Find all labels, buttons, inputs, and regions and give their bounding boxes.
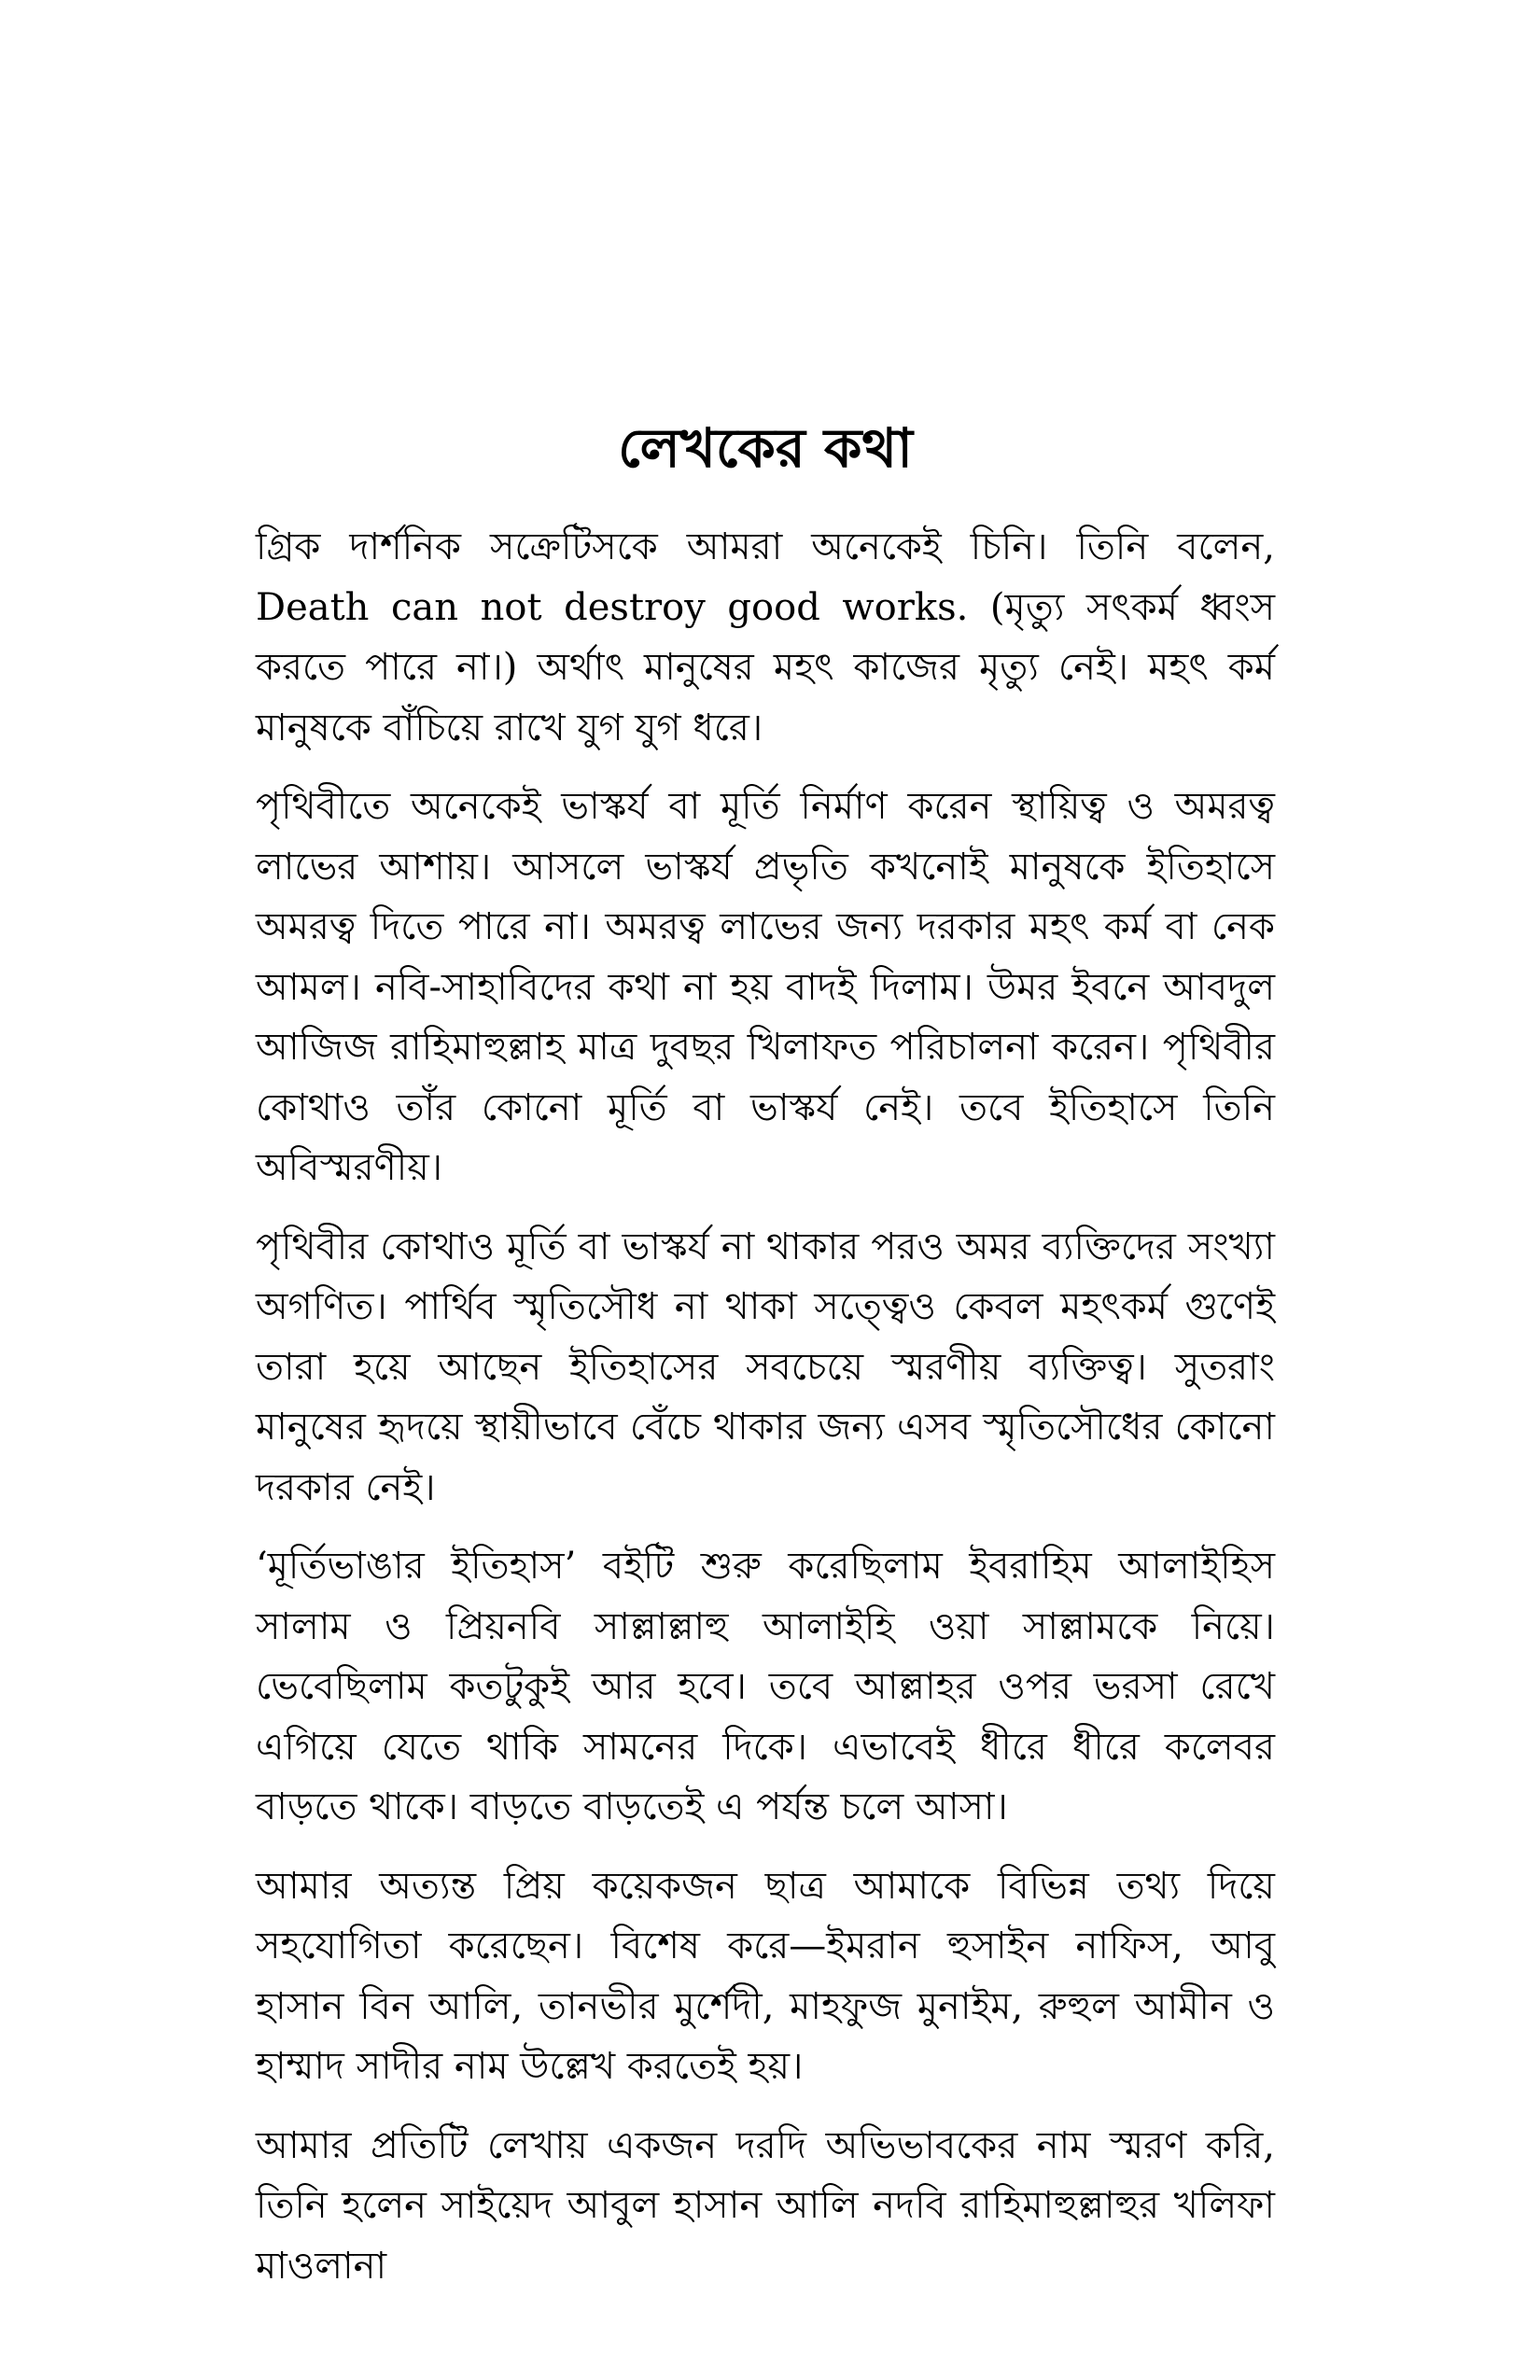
page-title: লেখকের কথা [618,416,913,480]
paragraph-5: আমার অত্যন্ত প্রিয় কয়েকজন ছাত্র আমাকে বিভিন্ন তথ্য দিয়ে সহযোগিতা করেছেন। বিশেষ করে—ইমরান হুসাইন নাফিস, আবু হাসান বিন আলি, তানভীর মুর্শেদী, মাহফুজ মুনাইম, রুহুল আমীন ও হাম্মাদ সাদীর নাম উল্লেখ করতেই হয়। [256,1864,1275,2088]
paragraph-6: আমার প্রতিটি লেখায় একজন দরদি অভিভাবকের নাম স্মরণ করি, তিনি হলেন সাইয়েদ আবুল হাসান আলি নদবি রাহিমাহুল্লাহুর খলিফা মাওলানা [256,2123,1275,2288]
paragraph-2: পৃথিবীতে অনেকেই ভাস্কর্য বা মূর্তি নির্মাণ করেন স্থায়িত্ব ও অমরত্ব লাভের আশায়। আসলে ভাস্কর্য প্রভৃতি কখনোই মানুষকে ইতিহাসে অমরত্ব দিতে পারে না। অমরত্ব লাভের জন্য দরকার মহৎ কর্ম বা নেক আমল। নবি-সাহাবিদের কথা না হয় বাদই দিলাম। উমর ইবনে আবদুল আজিজ রাহিমাহুল্লাহ মাত্র দুবছর খিলাফত পরিচালনা করেন। পৃথিবীর কোথাও তাঁর কোনো মূর্তি বা ভাস্কর্য নেই। তবে ইতিহাসে তিনি অবিস্মরণীয়। [256,785,1275,1189]
paragraph-3: পৃথিবীর কোথাও মূর্তি বা ভাস্কর্য না থাকার পরও অমর ব্যক্তিদের সংখ্যা অগণিত। পার্থিব স্মৃতিসৌধ না থাকা সত্ত্বেও কেবল মহৎকর্ম গুণেই তারা হয়ে আছেন ইতিহাসের সবচেয়ে স্মরণীয় ব্যক্তিত্ব। সুতরাং মানুষের হৃদয়ে স্থায়ীভাবে বেঁচে থাকার জন্য এসব স্মৃতিসৌধের কোনো দরকার নেই। [256,1225,1275,1509]
paragraph-1: গ্রিক দার্শনিক সক্রেটিসকে আমরা অনেকেই চিনি। তিনি বলেন, Death can not destroy good works. (মৃত্যু সৎকর্ম ধ্বংস করতে পারে না।) অর্থাৎ মানুষের মহৎ কাজের মৃত্যু নেই। মহৎ কর্ম মানুষকে বাঁচিয়ে রাখে যুগ যুগ ধরে। [256,525,1275,749]
paragraph-4: ‘মূর্তিভাঙার ইতিহাস’ বইটি শুরু করেছিলাম ইবরাহিম আলাইহিস সালাম ও প্রিয়নবি সাল্লাল্লাহু আলাইহি ওয়া সাল্লামকে নিয়ে। ভেবেছিলাম কতটুকুই আর হবে। তবে আল্লাহর ওপর ভরসা রেখে এগিয়ে যেতে থাকি সামনের দিকে। এভাবেই ধীরে ধীরে কলেবর বাড়তে থাকে। বাড়তে বাড়তেই এ পর্যন্ত চলে আসা। [256,1545,1275,1828]
document-page [256,411,1275,2315]
